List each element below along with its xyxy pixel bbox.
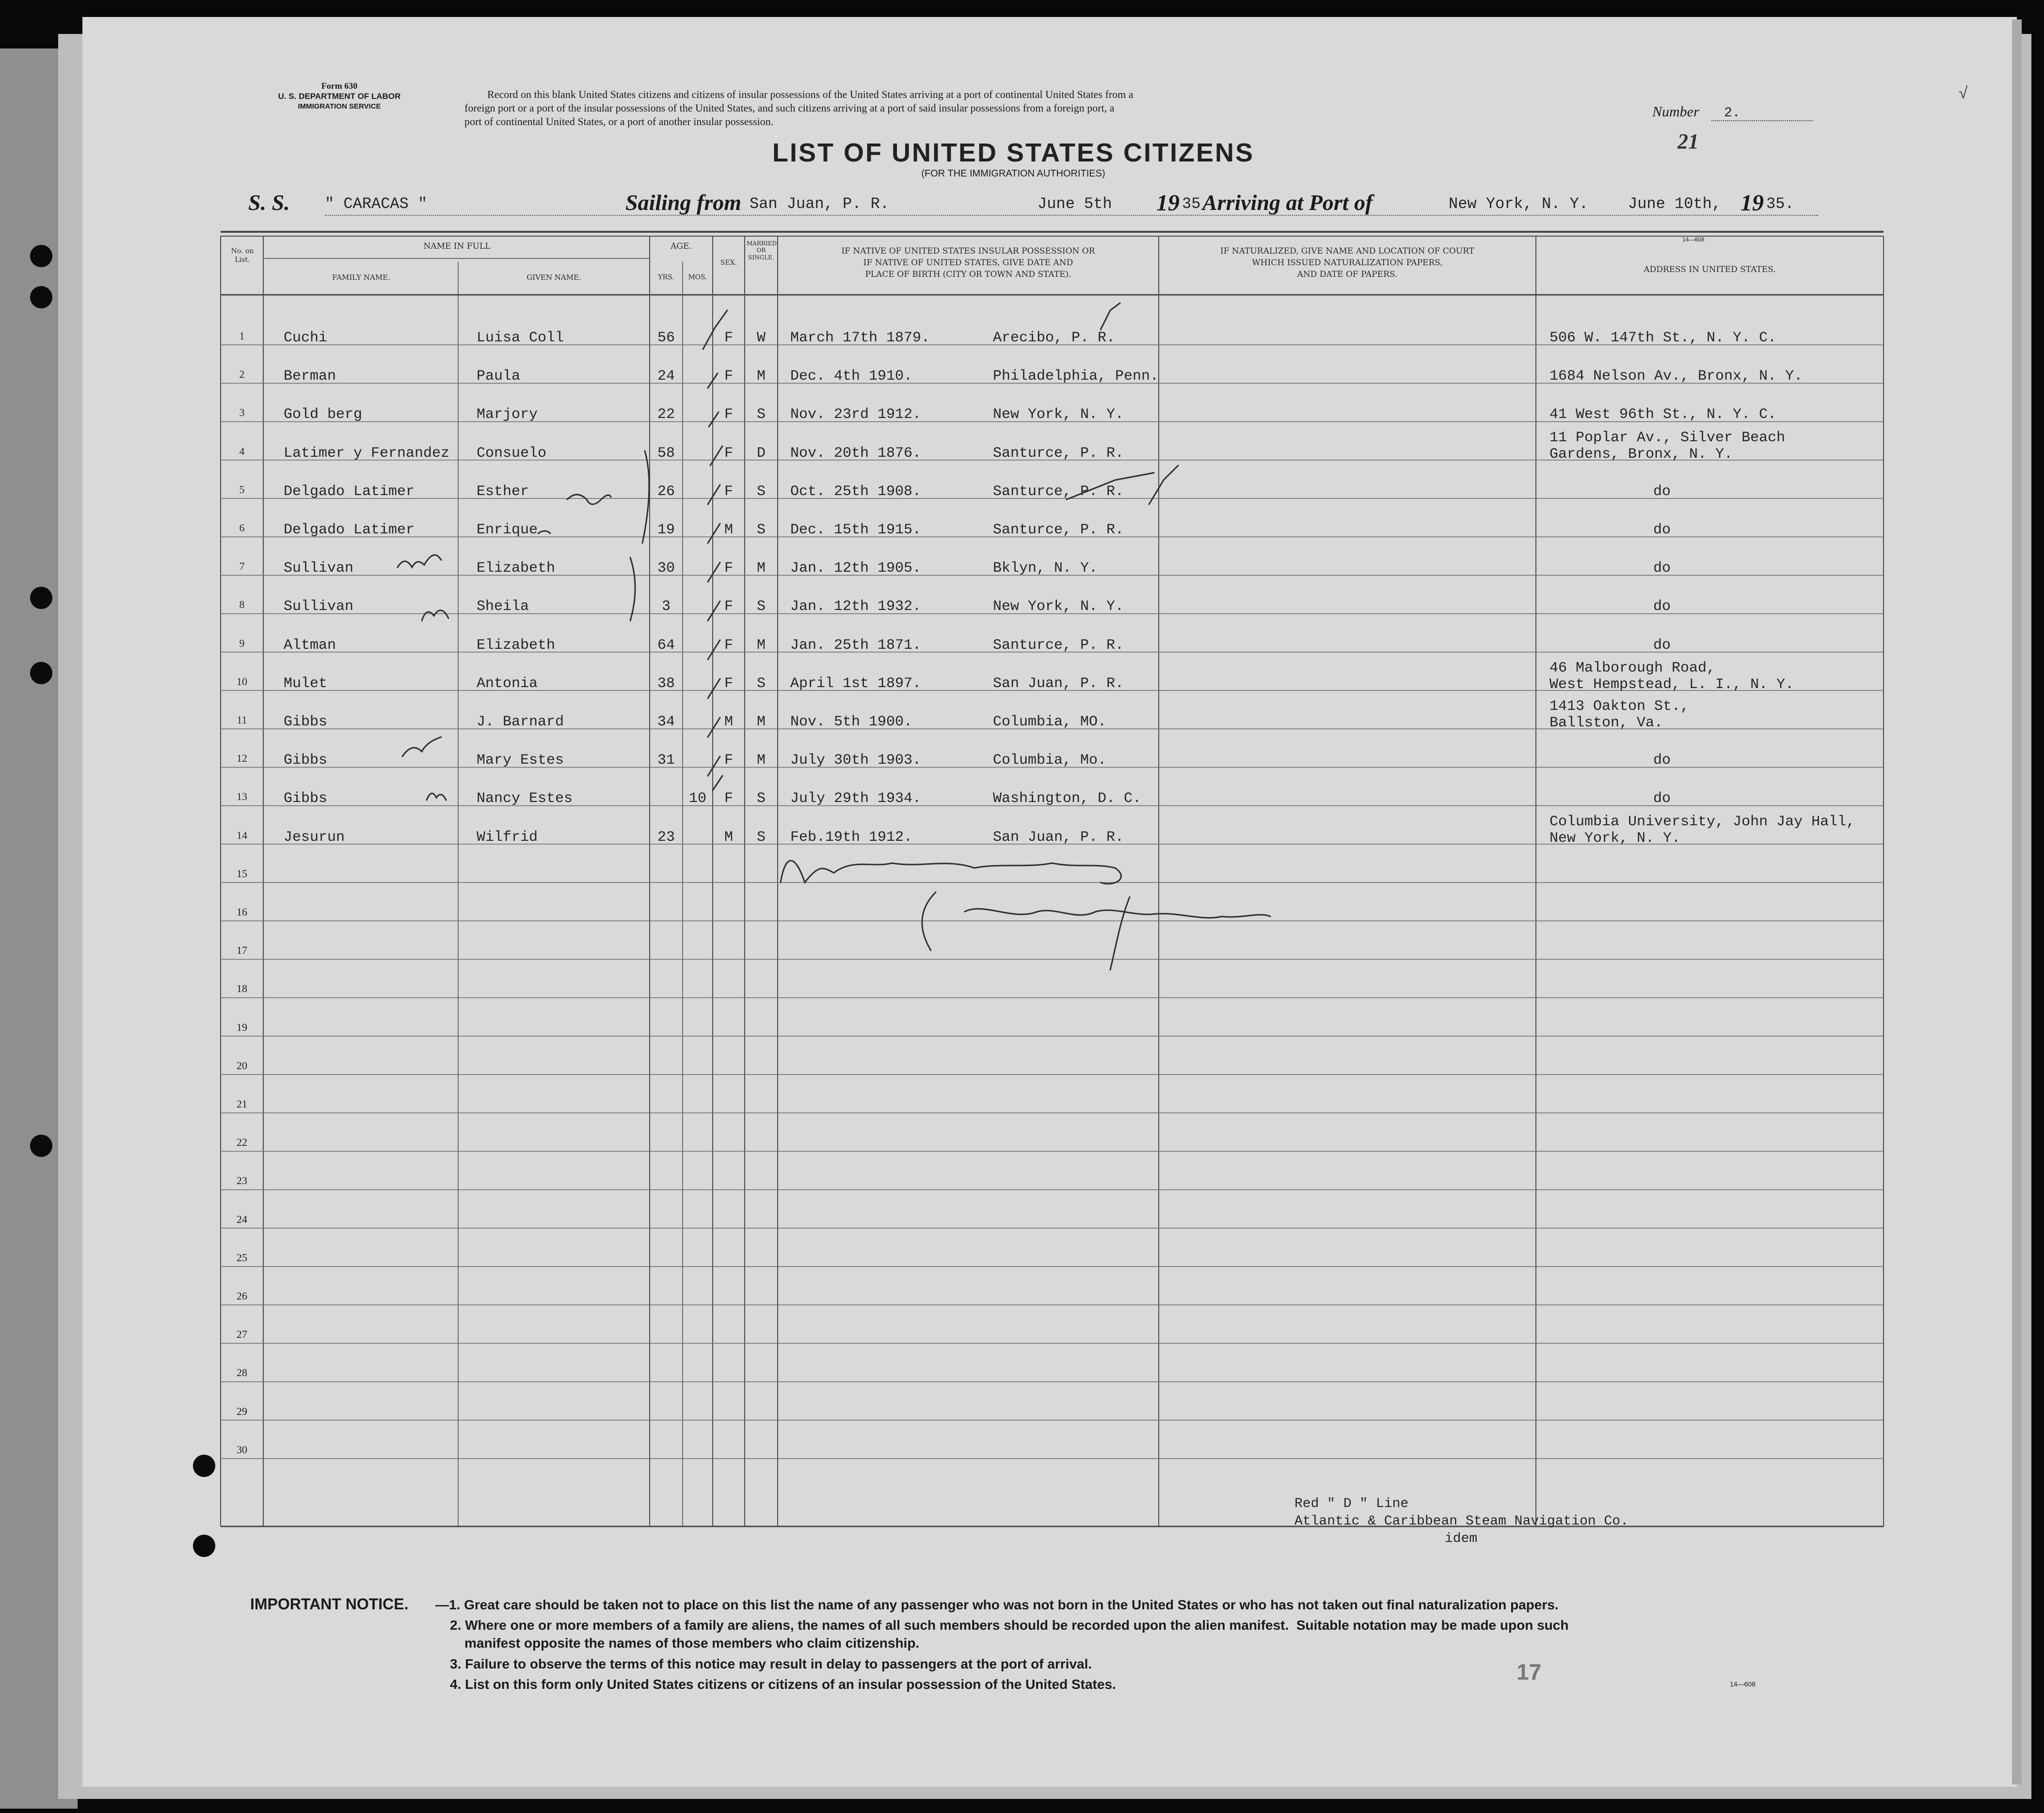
notice-heading: IMPORTANT NOTICE. bbox=[250, 1595, 409, 1613]
cell-family: Latimer y Fernandez bbox=[284, 445, 450, 462]
cell-yrs: 3 bbox=[661, 598, 671, 615]
cell-sex: F bbox=[724, 368, 733, 385]
sailing-label: Sailing from bbox=[625, 190, 742, 215]
col-birth-header: IF NATIVE OF UNITED STATES INSULAR POSSESSION OR bbox=[841, 246, 1095, 256]
cell-address: Gardens, Bronx, N. Y. bbox=[1549, 446, 1733, 463]
company-line: idem bbox=[1445, 1531, 1478, 1546]
cell-yrs: 26 bbox=[657, 483, 675, 500]
cell-yrs: 58 bbox=[657, 445, 675, 462]
form-number: Form 630 bbox=[321, 81, 358, 91]
cell-ms: S bbox=[756, 790, 766, 807]
cell-family: Cuchi bbox=[284, 330, 328, 346]
row-number: 24 bbox=[237, 1213, 247, 1225]
cell-sex: F bbox=[724, 752, 733, 769]
cell-ms: S bbox=[756, 522, 766, 538]
cell-address: do bbox=[1653, 522, 1671, 538]
cell-no: 4 bbox=[239, 445, 245, 457]
cell-ms: S bbox=[756, 675, 766, 692]
cell-address: 506 W. 147th St., N. Y. C. bbox=[1549, 330, 1777, 346]
department-label: U. S. DEPARTMENT OF LABOR bbox=[278, 92, 401, 101]
cell-yrs: 56 bbox=[657, 330, 675, 346]
cell-sex: F bbox=[724, 445, 733, 462]
cell-sex: M bbox=[724, 522, 733, 538]
row-number: 29 bbox=[237, 1405, 247, 1417]
page-title: LIST OF UNITED STATES CITIZENS bbox=[772, 138, 1254, 167]
cell-yrs: 30 bbox=[657, 560, 675, 577]
cell-sex: M bbox=[724, 714, 733, 730]
cell-sex: F bbox=[724, 406, 733, 423]
row-number: 21 bbox=[237, 1098, 247, 1110]
cell-given: Esther bbox=[477, 483, 529, 500]
cell-yrs: 64 bbox=[657, 637, 675, 654]
arriving-year: 35. bbox=[1766, 195, 1794, 213]
cell-date: Nov. 5th 1900. bbox=[790, 714, 913, 730]
cell-address: Ballston, Va. bbox=[1549, 715, 1663, 731]
cell-given: J. Barnard bbox=[477, 714, 564, 730]
col-family-header: FAMILY NAME. bbox=[332, 273, 390, 282]
cell-ms: D bbox=[756, 445, 766, 462]
print-code-top: 14—608 bbox=[1682, 236, 1705, 243]
cell-no: 5 bbox=[239, 483, 245, 496]
cell-family: Altman bbox=[284, 637, 336, 654]
cell-date: Dec. 4th 1910. bbox=[790, 368, 913, 385]
cell-family: Gibbs bbox=[284, 752, 328, 769]
row-number: 23 bbox=[237, 1174, 247, 1187]
arriving-label: Arriving at Port of bbox=[1202, 190, 1373, 215]
notice-item: manifest opposite the names of those members who claim citizenship. bbox=[464, 1636, 920, 1651]
cell-address: do bbox=[1653, 483, 1671, 500]
col-age-header: AGE. bbox=[671, 241, 692, 251]
instructions-line: foreign port or a port of the insular possessions of the United States, and such citizens arriving at a port of said insular possessions from a foreign port, a bbox=[464, 102, 1115, 114]
row-number: 20 bbox=[237, 1059, 247, 1072]
cell-ms: M bbox=[756, 560, 766, 577]
cell-no: 14 bbox=[237, 829, 247, 841]
check-mark bbox=[703, 310, 727, 349]
ship-label: S. S. bbox=[248, 190, 290, 215]
sailing-year: 35 bbox=[1182, 195, 1201, 213]
col-naturalized-header: AND DATE OF PAPERS. bbox=[1297, 270, 1398, 279]
cell-no: 6 bbox=[239, 522, 245, 534]
cell-given: Luisa Coll bbox=[477, 330, 564, 346]
cell-date: July 30th 1903. bbox=[790, 752, 922, 769]
cell-given: Consuelo bbox=[477, 445, 547, 462]
col-birth-header: PLACE OF BIRTH (CITY OR TOWN AND STATE). bbox=[865, 270, 1071, 279]
row-number: 19 bbox=[237, 1021, 247, 1033]
company-line: Red " D " Line bbox=[1294, 1496, 1409, 1511]
cell-family: Mulet bbox=[284, 675, 328, 692]
col-mos-header: MOS. bbox=[688, 273, 707, 281]
cell-family: Sullivan bbox=[284, 598, 354, 615]
cell-place: Philadelphia, Penn. bbox=[993, 368, 1159, 385]
cell-address: 46 Malborough Road, bbox=[1549, 659, 1716, 676]
cell-given: Enrique bbox=[477, 522, 538, 538]
sailing-port: San Juan, P. R. bbox=[750, 195, 890, 213]
cell-place: Washington, D. C. bbox=[993, 790, 1142, 807]
cell-sex: F bbox=[724, 483, 733, 500]
corner-mark: √ bbox=[1959, 84, 1968, 102]
col-yrs-header: YRS. bbox=[658, 273, 674, 281]
cell-date: Jan. 25th 1871. bbox=[790, 637, 922, 654]
cell-ms: S bbox=[756, 598, 766, 615]
cell-no: 13 bbox=[237, 790, 247, 803]
sailing-year-prefix: 19 bbox=[1156, 190, 1180, 216]
col-address-header: ADDRESS IN UNITED STATES. bbox=[1644, 265, 1776, 274]
cell-no: 1 bbox=[239, 330, 245, 342]
cell-family: Delgado Latimer bbox=[284, 483, 415, 500]
cell-date: Nov. 23rd 1912. bbox=[790, 406, 922, 423]
cell-address: do bbox=[1653, 598, 1671, 615]
cell-date: Jan. 12th 1932. bbox=[790, 598, 922, 615]
cell-sex: F bbox=[724, 790, 733, 807]
cell-given: Marjory bbox=[477, 406, 538, 423]
cell-ms: W bbox=[756, 330, 766, 346]
cell-ms: M bbox=[756, 368, 766, 385]
row-number: 22 bbox=[237, 1136, 247, 1149]
cell-no: 7 bbox=[239, 560, 245, 573]
cell-place: Santurce, P. R. bbox=[993, 445, 1124, 462]
cell-yrs: 34 bbox=[657, 714, 675, 730]
col-sex-header: SEX. bbox=[720, 259, 737, 267]
cell-place: New York, N. Y. bbox=[993, 598, 1124, 615]
cell-no: 12 bbox=[237, 752, 247, 765]
cell-ms: M bbox=[756, 714, 766, 730]
cell-mos: 10 bbox=[688, 790, 706, 807]
cell-date: Dec. 15th 1915. bbox=[790, 522, 922, 538]
cell-yrs: 19 bbox=[657, 522, 675, 538]
cell-ms: M bbox=[756, 752, 766, 769]
cell-family: Sullivan bbox=[284, 560, 354, 577]
cell-place: Columbia, MO. bbox=[993, 714, 1107, 730]
row-number: 30 bbox=[237, 1443, 247, 1456]
cell-given: Sheila bbox=[477, 598, 529, 615]
arriving-date: June 10th, bbox=[1628, 195, 1722, 213]
cell-yrs: 24 bbox=[657, 368, 675, 385]
cell-sex: F bbox=[724, 330, 733, 346]
cell-family: Gold berg bbox=[284, 406, 363, 423]
cell-yrs: 38 bbox=[657, 675, 675, 692]
cell-place: Columbia, Mo. bbox=[993, 752, 1107, 769]
cell-date: Jan. 12th 1905. bbox=[790, 560, 922, 577]
col-married-header: MARRIED OR SINGLE. bbox=[747, 240, 777, 261]
cell-date: April 1st 1897. bbox=[790, 675, 922, 692]
cell-sex: F bbox=[724, 598, 733, 615]
cell-sex: F bbox=[724, 637, 733, 654]
col-birth-header: IF NATIVE OF UNITED STATES, GIVE DATE AND bbox=[863, 258, 1073, 268]
cell-address: New York, N. Y. bbox=[1549, 830, 1681, 847]
cell-date: Feb.19th 1912. bbox=[790, 829, 913, 846]
cell-no: 3 bbox=[239, 406, 245, 419]
cell-date: March 17th 1879. bbox=[790, 330, 930, 346]
cell-no: 11 bbox=[237, 714, 247, 726]
cell-given: Nancy Estes bbox=[477, 790, 573, 807]
cell-ms: S bbox=[756, 406, 766, 423]
company-line: Atlantic & Caribbean Steam Navigation Co. bbox=[1294, 1514, 1629, 1529]
cell-place: New York, N. Y. bbox=[993, 406, 1124, 423]
cell-no: 10 bbox=[237, 675, 247, 688]
cell-no: 8 bbox=[239, 598, 245, 611]
instructions-line: port of continental United States, or a port of another insular possession. bbox=[464, 115, 774, 128]
cell-given: Mary Estes bbox=[477, 752, 564, 769]
page-stamp: 17 bbox=[1517, 1659, 1542, 1685]
cell-place: San Juan, P. R. bbox=[993, 675, 1124, 692]
cell-family: Gibbs bbox=[284, 790, 328, 807]
instructions-line: Record on this blank United States citizens and citizens of insular possessions of the United States arriving at a port of continental United States from a bbox=[487, 88, 1134, 100]
cell-sex: F bbox=[724, 560, 733, 577]
cell-address: West Hempstead, L. I., N. Y. bbox=[1549, 676, 1794, 693]
col-no-header: No. on List. bbox=[231, 247, 254, 264]
cell-address: do bbox=[1653, 752, 1671, 769]
cell-address: 41 West 96th St., N. Y. C. bbox=[1549, 406, 1777, 423]
cell-date: Nov. 20th 1876. bbox=[790, 445, 922, 462]
number-label: Number bbox=[1652, 104, 1699, 120]
col-naturalized-header: WHICH ISSUED NATURALIZATION PAPERS, bbox=[1252, 258, 1443, 268]
row-number: 28 bbox=[237, 1366, 247, 1379]
cell-place: Arecibo, P. R. bbox=[993, 330, 1116, 346]
cell-place: Santurce, P. R. bbox=[993, 637, 1124, 654]
cell-address: 11 Poplar Av., Silver Beach bbox=[1549, 429, 1786, 446]
notice-item: 2. Where one or more members of a family are aliens, the names of all such members should be recorded upon the alien manifest. Suitable notation may be made upon such bbox=[450, 1618, 1569, 1633]
cell-address: do bbox=[1653, 790, 1671, 807]
col-name-header: NAME IN FULL bbox=[423, 241, 491, 251]
print-code-bottom: 14—608 bbox=[1730, 1680, 1756, 1688]
notice-item: 4. List on this form only United States citizens or citizens of an insular possession of the United States. bbox=[450, 1677, 1116, 1692]
row-number: 16 bbox=[237, 906, 247, 918]
cell-family: Delgado Latimer bbox=[284, 522, 415, 538]
cell-place: Bklyn, N. Y. bbox=[993, 560, 1098, 577]
cell-ms: S bbox=[756, 483, 766, 500]
cell-family: Gibbs bbox=[284, 714, 328, 730]
cell-address: Columbia University, John Jay Hall, bbox=[1549, 813, 1855, 830]
service-label: IMMIGRATION SERVICE bbox=[298, 102, 381, 111]
cell-date: Oct. 25th 1908. bbox=[790, 483, 922, 500]
cell-given: Antonia bbox=[477, 675, 538, 692]
row-number: 27 bbox=[237, 1328, 247, 1341]
cell-no: 2 bbox=[239, 368, 245, 381]
cell-yrs: 22 bbox=[657, 406, 675, 423]
page-subtitle: (FOR THE IMMIGRATION AUTHORITIES) bbox=[921, 168, 1105, 179]
cell-given: Elizabeth bbox=[477, 560, 556, 577]
cell-given: Paula bbox=[477, 368, 521, 385]
arriving-port: New York, N. Y. bbox=[1449, 195, 1589, 213]
cell-address: do bbox=[1653, 560, 1671, 577]
cell-sex: M bbox=[724, 829, 733, 846]
row-number: 25 bbox=[237, 1251, 247, 1264]
cell-ms: S bbox=[756, 829, 766, 846]
notice-item: 3. Failure to observe the terms of this notice may result in delay to passengers at the port of arrival. bbox=[450, 1656, 1092, 1671]
cell-sex: F bbox=[724, 675, 733, 692]
cell-address: 1413 Oakton St., bbox=[1549, 698, 1690, 715]
cell-ms: M bbox=[756, 637, 766, 654]
cell-address: 1684 Nelson Av., Bronx, N. Y. bbox=[1549, 368, 1803, 385]
row-number: 26 bbox=[237, 1290, 247, 1302]
cell-family: Jesurun bbox=[284, 829, 345, 846]
ship-name: " CARACAS " bbox=[325, 195, 428, 213]
inspector-signature bbox=[781, 861, 1121, 884]
cell-address: do bbox=[1653, 637, 1671, 654]
cell-date: July 29th 1934. bbox=[790, 790, 922, 807]
number-value: 2. bbox=[1724, 106, 1741, 121]
row-number: 18 bbox=[237, 982, 247, 995]
cell-place: San Juan, P. R. bbox=[993, 829, 1124, 846]
row-number: 15 bbox=[237, 867, 247, 880]
row-number: 17 bbox=[237, 944, 247, 957]
cell-no: 9 bbox=[239, 637, 245, 649]
sailing-date: June 5th bbox=[1038, 195, 1112, 213]
cell-given: Wilfrid bbox=[477, 829, 538, 846]
cell-yrs: 23 bbox=[657, 829, 675, 846]
cell-place: Santurce, P. R. bbox=[993, 522, 1124, 538]
notice-item: —1. Great care should be taken not to place on this list the name of any passenger who was not born in the United States or who has not taken out final naturalization papers. bbox=[435, 1597, 1559, 1612]
cell-family: Berman bbox=[284, 368, 336, 385]
col-naturalized-header: IF NATURALIZED, GIVE NAME AND LOCATION OF COURT bbox=[1220, 246, 1474, 256]
col-given-header: GIVEN NAME. bbox=[527, 273, 581, 282]
arriving-year-prefix: 19 bbox=[1741, 190, 1764, 216]
number-handwritten: 21 bbox=[1677, 129, 1699, 153]
cell-given: Elizabeth bbox=[477, 637, 556, 654]
cell-place: Santurce, P. R. bbox=[993, 483, 1124, 500]
cell-yrs: 31 bbox=[657, 752, 675, 769]
